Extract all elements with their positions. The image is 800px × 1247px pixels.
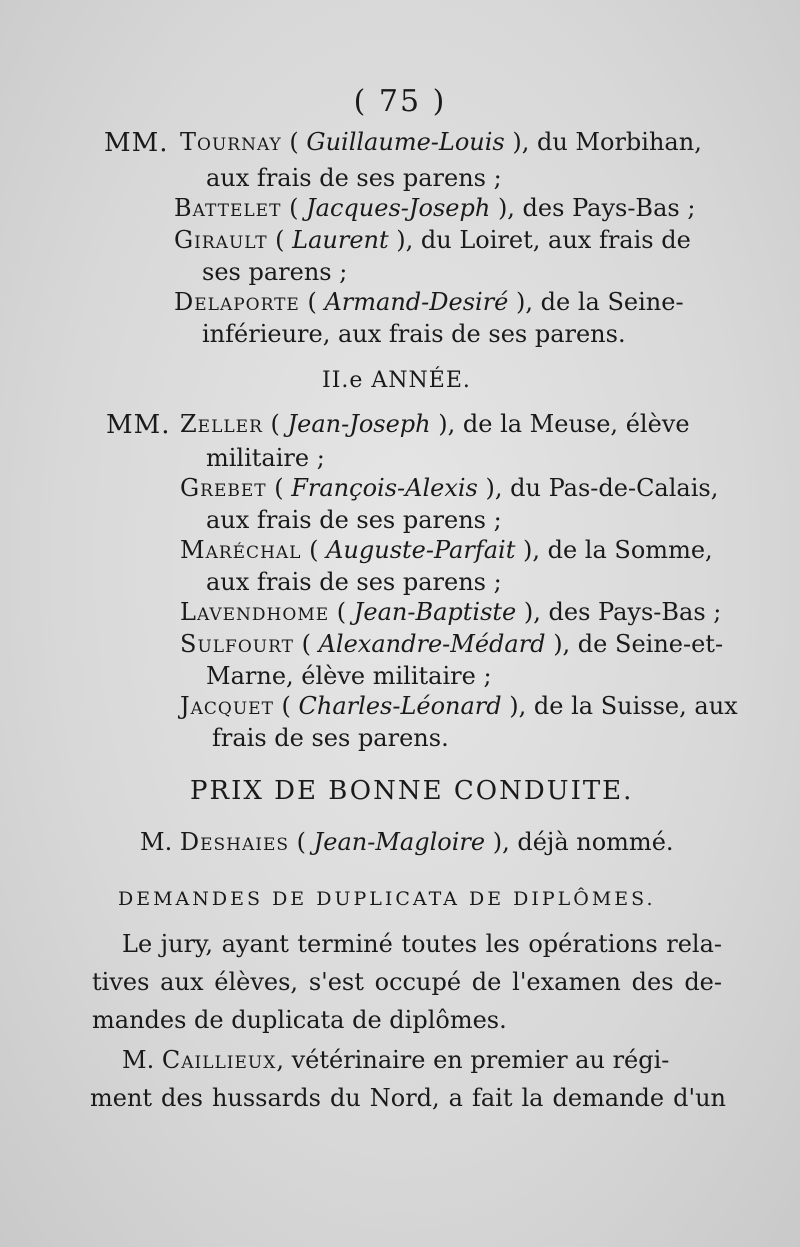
entry-rest: ), du Morbihan,	[512, 128, 702, 156]
entry-rest: ), de la Suisse, aux	[509, 692, 738, 720]
entry-continuation: aux frais de ses parens ;	[206, 506, 502, 534]
entry-tournay: Tournay ( Guillaume-Louis ), du Morbihan,	[180, 128, 702, 156]
entry-continuation: ses parens ;	[202, 258, 348, 286]
entry-sulfourt: Sulfourt ( Alexandre-Médard ), de Seine-et-	[180, 630, 724, 658]
page-number: ( 75 )	[353, 84, 447, 119]
entry-given: François-Alexis	[291, 474, 478, 502]
entry-name: Sulfourt	[180, 630, 294, 658]
entry-name: Lavendhome	[180, 598, 330, 626]
annee-heading: II.e ANNÉE.	[322, 368, 471, 393]
entry-battelet: Battelet ( Jacques-Joseph ), des Pays-Bas ;	[174, 194, 696, 222]
entry-rest: ), du Pas-de-Calais,	[485, 474, 719, 502]
entry-rest: ), des Pays-Bas ;	[523, 598, 722, 626]
entry-grebet: Grebet ( François-Alexis ), du Pas-de-Calais,	[180, 474, 719, 502]
entry-rest: ), de la Seine-	[516, 288, 684, 316]
entry-rest: ), des Pays-Bas ;	[497, 194, 696, 222]
entry-name: Caillieux	[161, 1046, 277, 1074]
entry-given: Alexandre-Médard	[318, 630, 546, 658]
entry-prefix: M.	[122, 1046, 155, 1074]
paragraph-line: Le jury, ayant terminé toutes les opérations rela-	[122, 930, 722, 958]
mm-prefix-1: MM.	[104, 128, 169, 158]
mm-prefix-2: MM.	[106, 410, 171, 440]
entry-name: Jacquet	[180, 692, 274, 720]
entry-name: Grebet	[180, 474, 267, 502]
entry-continuation: militaire ;	[206, 444, 325, 472]
entry-girault: Girault ( Laurent ), du Loiret, aux frais de	[174, 226, 691, 254]
paragraph-text: , vétérinaire en premier au régi-	[276, 1046, 670, 1074]
entry-rest: ), déjà nommé.	[492, 828, 674, 856]
entry-name: Delaporte	[174, 288, 300, 316]
entry-rest: ), de la Somme,	[522, 536, 713, 564]
entry-given: Jean-Joseph	[287, 410, 431, 438]
entry-given: Charles-Léonard	[298, 692, 502, 720]
prix-entry: M. Deshaies ( Jean-Magloire ), déjà nommé.	[140, 828, 674, 856]
entry-given: Auguste-Parfait	[326, 536, 516, 564]
entry-continuation: aux frais de ses parens ;	[206, 568, 502, 596]
entry-name: Tournay	[180, 128, 282, 156]
entry-given: Jean-Magloire	[313, 828, 486, 856]
entry-continuation: inférieure, aux frais de ses parens.	[202, 320, 626, 348]
entry-given: Guillaume-Louis	[306, 128, 505, 156]
paragraph-line	[122, 1046, 728, 1074]
entry-lavendhome: Lavendhome ( Jean-Baptiste ), des Pays-Bas ;	[180, 598, 722, 626]
entry-continuation: aux frais de ses parens ;	[206, 164, 502, 192]
entry-name: Deshaies	[179, 828, 290, 856]
entry-name: Battelet	[174, 194, 282, 222]
entry-name: Zeller	[180, 410, 263, 438]
entry-delaporte: Delaporte ( Armand-Desiré ), de la Seine-	[174, 288, 684, 316]
entry-given: Jean-Baptiste	[353, 598, 517, 626]
entry-name: Maréchal	[180, 536, 302, 564]
entry-given: Laurent	[292, 226, 389, 254]
entry-continuation: frais de ses parens.	[212, 724, 449, 752]
prix-heading: PRIX DE BONNE CONDUITE.	[190, 776, 634, 806]
entry-given: Armand-Desiré	[324, 288, 509, 316]
entry-zeller: Zeller ( Jean-Joseph ), de la Meuse, élève	[180, 410, 690, 438]
entry-rest: ), de la Meuse, élève	[438, 410, 690, 438]
duplicata-heading: DEMANDES DE DUPLICATA DE DIPLÔMES.	[118, 888, 656, 910]
paragraph-line: tives aux élèves, s'est occupé de l'examen des de-	[92, 968, 722, 996]
entry-continuation: Marne, élève militaire ;	[206, 662, 492, 690]
entry-jacquet: Jacquet ( Charles-Léonard ), de la Suisse, aux	[180, 692, 738, 720]
entry-name: Girault	[174, 226, 268, 254]
paragraph-line: mandes de duplicata de diplômes.	[92, 1006, 507, 1034]
entry-prefix: M.	[140, 828, 173, 856]
entry-marechal: Maréchal ( Auguste-Parfait ), de la Somme,	[180, 536, 713, 564]
paragraph-line: ment des hussards du Nord, a fait la demande d'un	[90, 1084, 726, 1112]
entry-given: Jacques-Joseph	[306, 194, 491, 222]
entry-rest: ), du Loiret, aux frais de	[396, 226, 691, 254]
entry-rest: ), de Seine-et-	[553, 630, 724, 658]
